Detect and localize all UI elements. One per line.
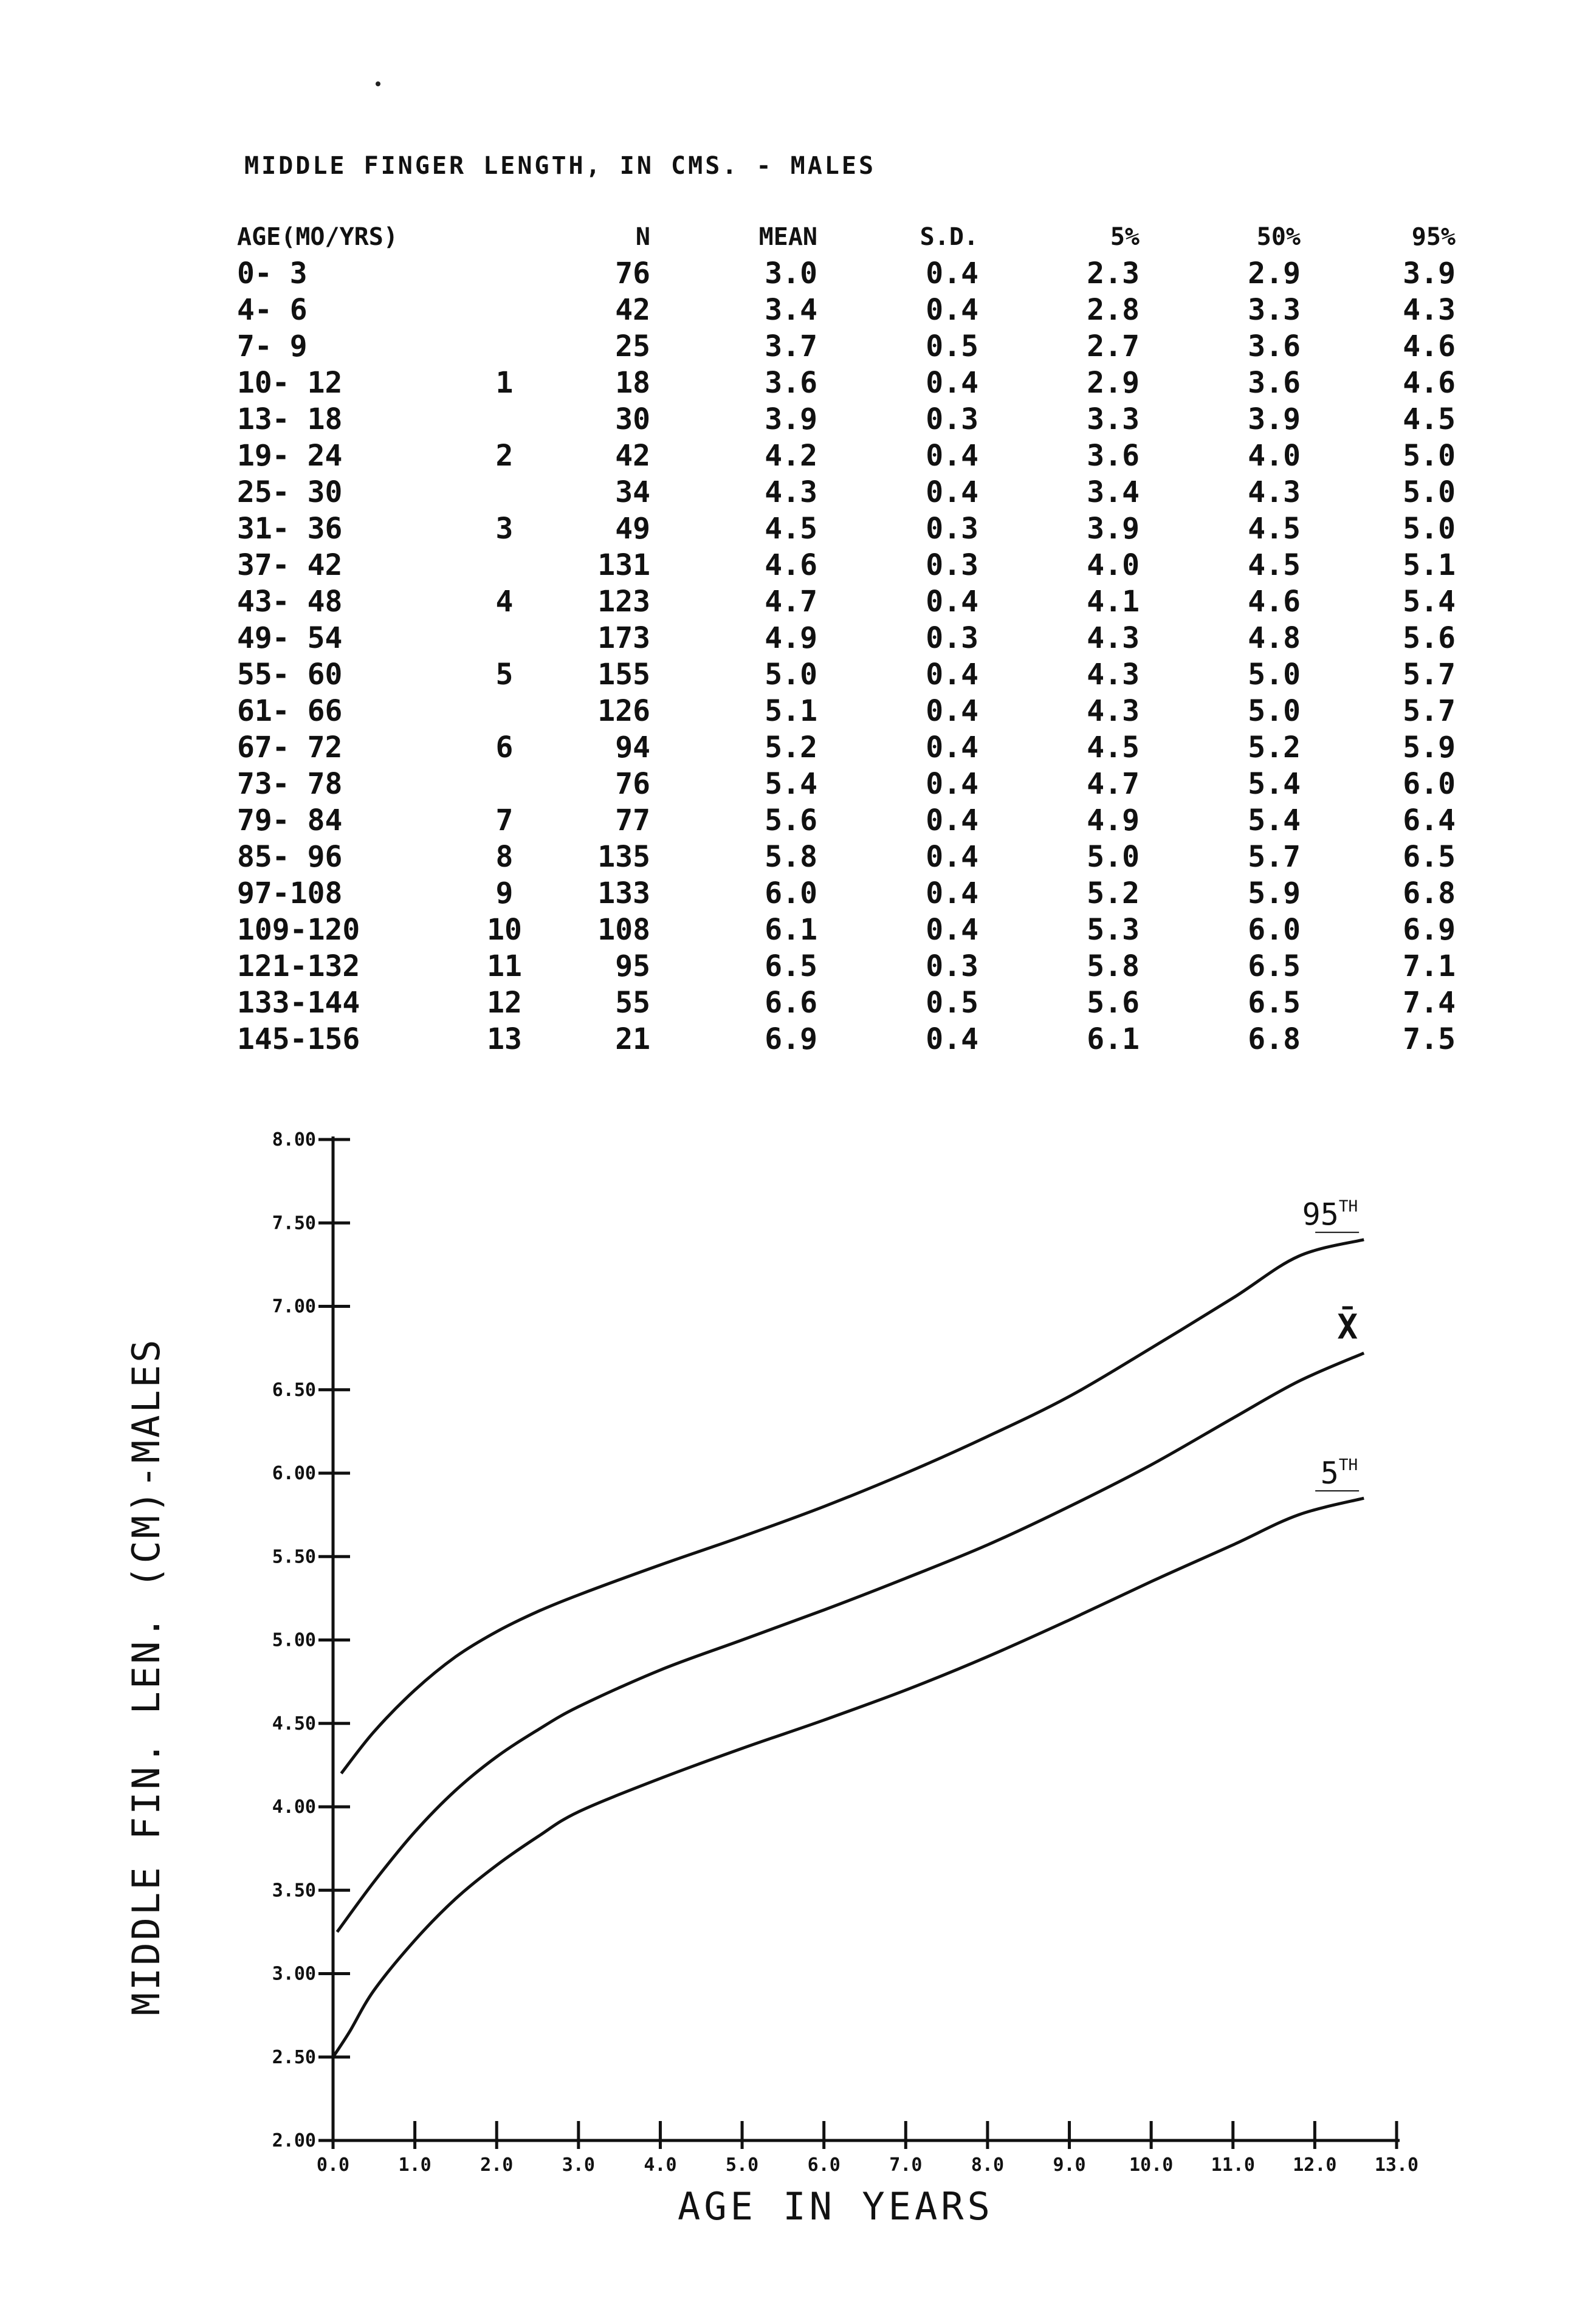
cell-p95: 7.5 — [1403, 1022, 1456, 1056]
cell-n: 30 — [615, 402, 650, 436]
cell-p50: 2.9 — [1248, 256, 1301, 290]
table-header-row — [237, 219, 1456, 255]
header-p5: 5% — [1110, 223, 1140, 251]
cell-sd: 0.4 — [926, 767, 978, 801]
cell-years: 12 — [487, 986, 522, 1020]
table-row — [237, 656, 1456, 693]
table-row — [237, 365, 1456, 401]
cell-p5: 4.5 — [1087, 731, 1140, 765]
y-tick-label: 5.50 — [272, 1546, 316, 1568]
cell-mean: 3.0 — [765, 256, 817, 290]
y-tick-label: 4.50 — [272, 1713, 316, 1734]
cell-mean: 6.5 — [765, 949, 817, 983]
cell-p5: 4.7 — [1087, 767, 1140, 801]
table-row — [237, 401, 1456, 438]
cell-p5: 4.3 — [1087, 694, 1140, 728]
series-label-sup: TH — [1338, 1456, 1358, 1475]
cell-sd: 0.5 — [926, 329, 978, 363]
header-age: AGE(MO/YRS) — [237, 223, 398, 251]
table-row — [237, 620, 1456, 656]
cell-years: 2 — [495, 439, 514, 473]
cell-sd: 0.4 — [926, 585, 978, 619]
cell-mean: 3.6 — [765, 366, 817, 400]
cell-n: 126 — [597, 694, 650, 728]
cell-n: 77 — [615, 803, 650, 837]
cell-p95: 4.6 — [1403, 366, 1456, 400]
cell-age: 55- 60 — [237, 658, 343, 692]
header-p50: 50% — [1256, 223, 1301, 251]
cell-p95: 6.4 — [1403, 803, 1456, 837]
cell-years — [480, 328, 529, 365]
cell-years — [480, 474, 529, 511]
cell-sd: 0.3 — [926, 402, 978, 436]
header-p95: 95% — [1411, 223, 1456, 251]
cell-mean: 5.4 — [765, 767, 817, 801]
table-row — [237, 729, 1456, 766]
cell-p50: 5.0 — [1248, 694, 1301, 728]
cell-p95: 5.7 — [1403, 694, 1456, 728]
y-tick-label: 2.00 — [272, 2130, 316, 2151]
y-tick-label: 6.50 — [272, 1379, 316, 1401]
cell-p50: 4.5 — [1248, 512, 1301, 546]
header-sd: S.D. — [920, 223, 978, 251]
table-row — [237, 511, 1456, 547]
cell-p5: 3.6 — [1087, 439, 1140, 473]
cell-sd: 0.5 — [926, 986, 978, 1020]
cell-p50: 5.2 — [1248, 731, 1301, 765]
table-row — [237, 766, 1456, 802]
table-row — [237, 474, 1456, 511]
cell-p95: 6.8 — [1403, 876, 1456, 910]
cell-p95: 4.5 — [1403, 402, 1456, 436]
cell-age: 25- 30 — [237, 475, 343, 509]
y-tick-label: 2.50 — [272, 2046, 316, 2068]
table-row — [237, 547, 1456, 583]
table-row — [237, 1021, 1456, 1057]
cell-n: 42 — [615, 293, 650, 327]
cell-p95: 7.1 — [1403, 949, 1456, 983]
cell-n: 173 — [597, 621, 650, 655]
cell-age: 145-156 — [237, 1022, 360, 1056]
cell-mean: 3.7 — [765, 329, 817, 363]
cell-mean: 6.1 — [765, 913, 817, 947]
cell-p5: 5.0 — [1087, 840, 1140, 874]
stray-dot — [376, 81, 380, 86]
cell-years: 6 — [495, 731, 514, 765]
y-tick-label: 7.50 — [272, 1212, 316, 1234]
table-row — [237, 912, 1456, 948]
cell-age: 49- 54 — [237, 621, 343, 655]
cell-years: 4 — [495, 585, 514, 619]
cell-age: 97-108 — [237, 876, 343, 910]
cell-years — [480, 620, 529, 656]
cell-age: 79- 84 — [237, 803, 343, 837]
y-tick-label: 4.00 — [272, 1796, 316, 1818]
series-label — [1321, 1456, 1358, 1491]
cell-mean: 5.0 — [765, 658, 817, 692]
cell-n: 108 — [597, 913, 650, 947]
table-row — [237, 255, 1456, 292]
series-line-0 — [342, 1240, 1364, 1773]
cell-mean: 6.6 — [765, 986, 817, 1020]
cell-p50: 3.3 — [1248, 293, 1301, 327]
cell-age: 10- 12 — [237, 366, 343, 400]
cell-p95: 7.4 — [1403, 986, 1456, 1020]
cell-age: 133-144 — [237, 986, 360, 1020]
cell-p50: 3.9 — [1248, 402, 1301, 436]
cell-p50: 4.0 — [1248, 439, 1301, 473]
cell-p95: 5.0 — [1403, 475, 1456, 509]
cell-age: 37- 42 — [237, 548, 343, 582]
cell-mean: 3.4 — [765, 293, 817, 327]
cell-years: 13 — [487, 1022, 522, 1056]
cell-p95: 6.0 — [1403, 767, 1456, 801]
cell-mean: 5.1 — [765, 694, 817, 728]
series-line-1 — [337, 1353, 1364, 1932]
table-row — [237, 583, 1456, 620]
cell-p50: 6.8 — [1248, 1022, 1301, 1056]
cell-n: 131 — [597, 548, 650, 582]
cell-p95: 4.6 — [1403, 329, 1456, 363]
x-tick-label: 3.0 — [562, 2154, 595, 2176]
table-row — [237, 839, 1456, 875]
cell-age: 13- 18 — [237, 402, 343, 436]
table-row — [237, 328, 1456, 365]
cell-p50: 5.7 — [1248, 840, 1301, 874]
cell-p50: 5.4 — [1248, 803, 1301, 837]
header-mean: MEAN — [758, 223, 817, 251]
cell-n: 123 — [597, 585, 650, 619]
cell-sd: 0.4 — [926, 803, 978, 837]
cell-mean: 4.9 — [765, 621, 817, 655]
cell-years — [480, 766, 529, 802]
chart-curves — [333, 1240, 1364, 2057]
series-line-2 — [333, 1498, 1364, 2057]
table-title: MIDDLE FINGER LENGTH, IN CMS. - MALES — [244, 152, 876, 180]
cell-age: 4- 6 — [237, 293, 308, 327]
cell-age: 109-120 — [237, 913, 360, 947]
cell-p95: 6.5 — [1403, 840, 1456, 874]
y-tick-label: 3.50 — [272, 1880, 316, 1902]
cell-mean: 5.8 — [765, 840, 817, 874]
cell-n: 18 — [615, 366, 650, 400]
finger-length-chart — [0, 1106, 1585, 2324]
cell-p5: 4.3 — [1087, 621, 1140, 655]
y-tick-label: 7.00 — [272, 1296, 316, 1318]
cell-p95: 5.0 — [1403, 439, 1456, 473]
cell-sd: 0.4 — [926, 913, 978, 947]
cell-p50: 6.5 — [1248, 986, 1301, 1020]
cell-n: 76 — [615, 256, 650, 290]
table-row — [237, 985, 1456, 1021]
cell-n: 42 — [615, 439, 650, 473]
series-label — [1302, 1197, 1358, 1232]
cell-mean: 6.9 — [765, 1022, 817, 1056]
cell-p5: 2.8 — [1087, 293, 1140, 327]
x-tick-label: 4.0 — [644, 2154, 677, 2176]
x-tick-label: 7.0 — [889, 2154, 923, 2176]
cell-p5: 5.2 — [1087, 876, 1140, 910]
y-tick-label: 5.00 — [272, 1629, 316, 1651]
finger-length-table — [237, 219, 1456, 1057]
cell-sd: 0.3 — [926, 512, 978, 546]
cell-years: 7 — [495, 803, 514, 837]
cell-years: 3 — [495, 512, 514, 546]
cell-age: 73- 78 — [237, 767, 343, 801]
x-tick-label: 9.0 — [1053, 2154, 1086, 2176]
table-row — [237, 948, 1456, 985]
cell-p95: 4.3 — [1403, 293, 1456, 327]
cell-n: 135 — [597, 840, 650, 874]
cell-p5: 6.1 — [1087, 1022, 1140, 1056]
cell-p5: 3.4 — [1087, 475, 1140, 509]
cell-p5: 4.0 — [1087, 548, 1140, 582]
x-tick-label: 8.0 — [971, 2154, 1005, 2176]
cell-p50: 3.6 — [1248, 329, 1301, 363]
cell-mean: 5.2 — [765, 731, 817, 765]
cell-p50: 5.0 — [1248, 658, 1301, 692]
cell-mean: 4.5 — [765, 512, 817, 546]
cell-age: 67- 72 — [237, 731, 343, 765]
x-axis-title: AGE IN YEARS — [678, 2184, 994, 2229]
cell-p5: 5.6 — [1087, 986, 1140, 1020]
cell-n: 133 — [597, 876, 650, 910]
cell-n: 95 — [615, 949, 650, 983]
cell-sd: 0.4 — [926, 439, 978, 473]
cell-years — [480, 547, 529, 583]
cell-n: 76 — [615, 767, 650, 801]
cell-p50: 6.5 — [1248, 949, 1301, 983]
cell-p5: 2.7 — [1087, 329, 1140, 363]
cell-p5: 5.3 — [1087, 913, 1140, 947]
table-row — [237, 802, 1456, 839]
cell-years: 10 — [487, 913, 522, 947]
table-row — [237, 693, 1456, 729]
x-tick-label: 11.0 — [1211, 2154, 1255, 2176]
cell-n: 155 — [597, 658, 650, 692]
cell-years: 5 — [495, 658, 514, 692]
cell-age: 121-132 — [237, 949, 360, 983]
cell-p5: 4.3 — [1087, 658, 1140, 692]
cell-age: 31- 36 — [237, 512, 343, 546]
cell-p50: 4.5 — [1248, 548, 1301, 582]
cell-age: 61- 66 — [237, 694, 343, 728]
cell-p50: 5.9 — [1248, 876, 1301, 910]
cell-sd: 0.3 — [926, 548, 978, 582]
series-label-base: X̄ — [1337, 1307, 1358, 1347]
cell-years — [480, 693, 529, 729]
cell-n: 55 — [615, 986, 650, 1020]
cell-age: 7- 9 — [237, 329, 308, 363]
cell-n: 94 — [615, 731, 650, 765]
table-row — [237, 438, 1456, 474]
series-label-base: 5 — [1320, 1456, 1339, 1491]
cell-p5: 3.3 — [1087, 402, 1140, 436]
header-n: N — [635, 223, 650, 251]
cell-sd: 0.3 — [926, 621, 978, 655]
cell-sd: 0.4 — [926, 694, 978, 728]
cell-p95: 3.9 — [1403, 256, 1456, 290]
cell-sd: 0.4 — [926, 1022, 978, 1056]
x-tick-label: 10.0 — [1129, 2154, 1174, 2176]
cell-p95: 5.7 — [1403, 658, 1456, 692]
cell-age: 85- 96 — [237, 840, 343, 874]
x-tick-label: 2.0 — [480, 2154, 514, 2176]
cell-p5: 4.1 — [1087, 585, 1140, 619]
y-tick-label: 6.00 — [272, 1463, 316, 1484]
x-tick-label: 6.0 — [807, 2154, 841, 2176]
x-tick-label: 0.0 — [316, 2154, 350, 2176]
table-body — [237, 255, 1456, 1057]
cell-years — [480, 292, 529, 328]
header-years — [480, 219, 529, 255]
cell-sd: 0.4 — [926, 658, 978, 692]
cell-p50: 3.6 — [1248, 366, 1301, 400]
cell-p50: 4.8 — [1248, 621, 1301, 655]
cell-n: 49 — [615, 512, 650, 546]
cell-p50: 5.4 — [1248, 767, 1301, 801]
cell-p95: 6.9 — [1403, 913, 1456, 947]
series-label-base: 95 — [1302, 1197, 1339, 1232]
cell-sd: 0.4 — [926, 366, 978, 400]
cell-p95: 5.9 — [1403, 731, 1456, 765]
cell-mean: 4.2 — [765, 439, 817, 473]
cell-years: 11 — [487, 949, 522, 983]
cell-mean: 4.7 — [765, 585, 817, 619]
cell-p5: 4.9 — [1087, 803, 1140, 837]
cell-mean: 4.3 — [765, 475, 817, 509]
cell-sd: 0.4 — [926, 840, 978, 874]
series-label — [1337, 1306, 1358, 1347]
cell-n: 25 — [615, 329, 650, 363]
y-tick-label: 8.00 — [272, 1129, 316, 1150]
cell-mean: 6.0 — [765, 876, 817, 910]
cell-p5: 2.3 — [1087, 256, 1140, 290]
y-tick-label: 3.00 — [272, 1963, 316, 1985]
cell-years — [480, 255, 529, 292]
cell-p50: 4.3 — [1248, 475, 1301, 509]
cell-p95: 5.6 — [1403, 621, 1456, 655]
cell-years: 1 — [495, 366, 514, 400]
cell-n: 34 — [615, 475, 650, 509]
cell-sd: 0.4 — [926, 256, 978, 290]
cell-p50: 6.0 — [1248, 913, 1301, 947]
cell-p95: 5.4 — [1403, 585, 1456, 619]
y-axis-title: MIDDLE FIN. LEN. (CM)-MALES — [124, 1337, 168, 2016]
cell-mean: 4.6 — [765, 548, 817, 582]
cell-sd: 0.4 — [926, 475, 978, 509]
chart-axes — [272, 1129, 1418, 2176]
cell-p50: 4.6 — [1248, 585, 1301, 619]
cell-mean: 5.6 — [765, 803, 817, 837]
cell-p5: 2.9 — [1087, 366, 1140, 400]
cell-age: 43- 48 — [237, 585, 343, 619]
table-row — [237, 292, 1456, 328]
cell-p95: 5.1 — [1403, 548, 1456, 582]
cell-sd: 0.4 — [926, 731, 978, 765]
cell-p5: 3.9 — [1087, 512, 1140, 546]
cell-age: 0- 3 — [237, 256, 308, 290]
cell-sd: 0.4 — [926, 293, 978, 327]
cell-years: 8 — [495, 840, 514, 874]
cell-sd: 0.4 — [926, 876, 978, 910]
cell-sd: 0.3 — [926, 949, 978, 983]
table-row — [237, 875, 1456, 912]
cell-p95: 5.0 — [1403, 512, 1456, 546]
x-tick-label: 12.0 — [1293, 2154, 1337, 2176]
cell-years — [480, 401, 529, 438]
cell-mean: 3.9 — [765, 402, 817, 436]
series-label-sup: TH — [1338, 1197, 1358, 1216]
x-tick-label: 13.0 — [1374, 2154, 1419, 2176]
cell-n: 21 — [615, 1022, 650, 1056]
x-tick-label: 1.0 — [398, 2154, 431, 2176]
cell-age: 19- 24 — [237, 439, 343, 473]
cell-p5: 5.8 — [1087, 949, 1140, 983]
x-tick-label: 5.0 — [725, 2154, 759, 2176]
cell-years: 9 — [495, 876, 514, 910]
